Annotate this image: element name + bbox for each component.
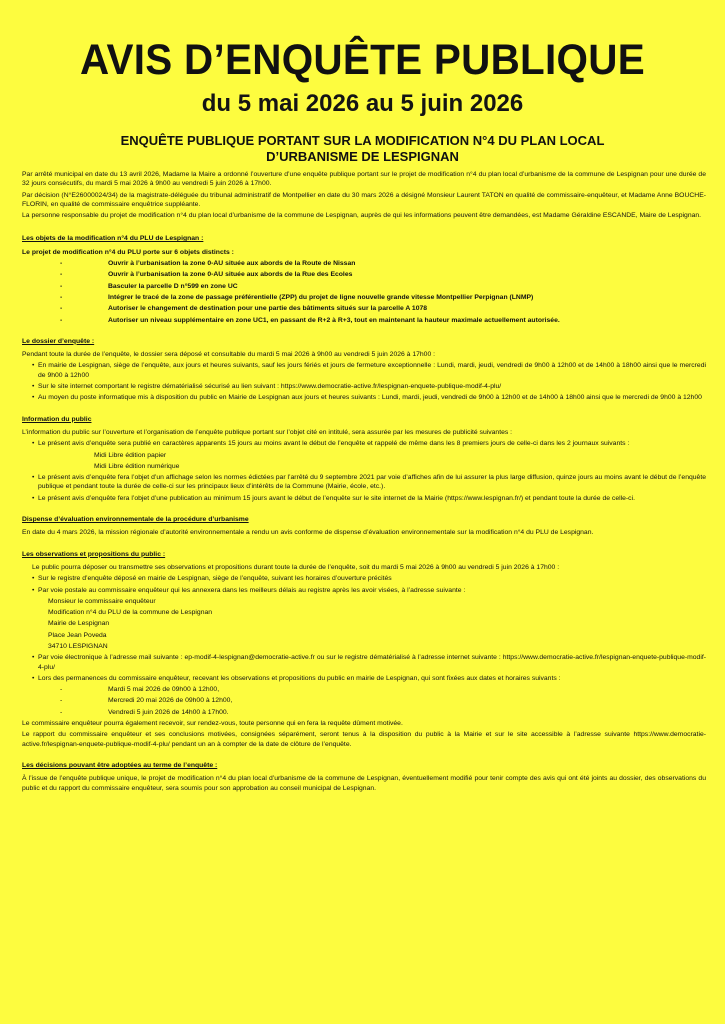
intro-paragraph: Par arrêté municipal en date du 13 avril 2026, Madame la Maire a ordonné l’ouverture d’une enquête publique portant sur le projet de modification n°4 du plan local d’urbanisme de la commune de Lespignan pour une durée de 32 jours consécutifs, du mardi 5 mai 2026 à 9h00 au vendredi 5 juin 2026 à 17h00.: [22, 171, 706, 188]
list-item: • Par voie électronique à l’adresse mail suivante : ep-modif-4-lespignan@democratie-active.fr ou sur le registre dématérialisé à l’adresse internet suivante : https://www.democratie-active.fr/lespignan-enquete-publique-modif-4-plu/: [32, 654, 706, 671]
section-heading-information: Information du public: [22, 415, 92, 423]
section-heading-dossier: Le dossier d’enquête :: [22, 337, 95, 345]
notice-title: AVIS D’ENQUÊTE PUBLIQUE: [80, 36, 645, 84]
observations-after: Le rapport du commissaire enquêteur et ses conclusions motivées, consignées séparément, seront tenus à la disposition du public à la Mairie et sur le site accessible à l’adresse suivante https://www.democratie-active.fr/lespignan-enquete-publique-modif-4-plu/ pendant un an à compter de la date de clôture de l’enquête.: [22, 731, 706, 748]
list-item: - Ouvrir à l’urbanisation la zone 0-AU située aux abords de la Route de Nissan: [60, 260, 356, 268]
subtitle-line-1: ENQUÊTE PUBLIQUE PORTANT SUR LA MODIFICATION N°4 DU PLAN LOCAL: [120, 133, 605, 148]
intro-paragraph: La personne responsable du projet de modification n°4 du plan local d’urbanisme de la commune de Lespignan, auprès de qui les informations peuvent être demandées, est Madame Géraldine ESCANDE, Maire de Lespignan.: [22, 212, 702, 220]
address-line: Modification n°4 du PLU de la commune de Lespignan: [48, 609, 213, 617]
list-item: • Par voie postale au commissaire enquêteur qui les annexera dans les meilleurs délais au registre après les avoir visées, à l’adresse suivante :: [32, 586, 466, 594]
permanence-item: - Mercredi 20 mai 2026 de 09h00 à 12h00,: [60, 697, 233, 705]
list-item: - Intégrer le tracé de la zone de passage préférentielle (ZPP) du projet de ligne nouvelle grande vitesse Montpellier Perpignan (LNMP): [60, 293, 534, 301]
observations-lead: Le public pourra déposer ou transmettre ses observations et propositions durant toute la durée de l’enquête, soit du mardi 5 mai 2026 à 9h00 au vendredi 5 juin 2026 à 17h00 :: [32, 563, 560, 571]
decisions-text: À l’issue de l’enquête publique unique, le projet de modification n°4 du plan local d’urbanisme de la commune de Lespignan, éventuellement modifié pour tenir compte des avis qui ont été joints au dossier, des observations du public et du rapport du commissaire enquêteur, sera soumis pour son approbation au conseil municipal de Lespignan.: [22, 775, 706, 792]
section-heading-decisions: Les décisions pouvant être adoptées au terme de l’enquête :: [22, 761, 218, 769]
dispense-text: En date du 4 mars 2026, la mission régionale d’autorité environnementale a rendu un avis conforme de dispense d’évaluation environnementale sur la modification n°4 du PLU de Lespignan.: [22, 529, 594, 537]
newspaper-item: Midi Libre édition numérique: [94, 462, 180, 470]
list-item: • Au moyen du poste informatique mis à disposition du public en Mairie de Lespignan aux jours et heures suivants : Lundi, mardi, jeudi, vendredi de 9h00 à 12h00 et de 14h00 à 18h00 ainsi que le mercredi de 9h00 à 12h00: [32, 394, 702, 402]
list-item: - Autoriser le changement de destination pour une partie des bâtiments situés sur la parcelle A 1078: [60, 305, 428, 313]
list-item: • Le présent avis d’enquête fera l’objet d’une publication au minimum 15 jours avant le début de l’enquête sur le site internet de la Mairie (https://www.lespignan.fr/) et pendant toute la durée de celle-ci.: [32, 494, 635, 502]
list-item: • En mairie de Lespignan, siège de l’enquête, aux jours et heures suivants, sauf les jours fériés et jours de fermeture exceptionnelle : Lundi, mardi, jeudi, vendredi de 9h00 à 12h00 et de 14h00 à 18h00 ainsi que le mercredi de 9h00 à 12h00: [32, 362, 706, 379]
intro-paragraph: Par décision (N°E26000024/34) de la magistrate-déléguée du tribunal administratif de Montpellier en date du 30 mars 2026 a désigné Monsieur Laurent TATON en qualité de commissaire-enquêteur, et Madame Anne BOUCHE-FLORIN, en qualité de commissaire enquêtrice suppléante.: [22, 191, 706, 208]
notice-body: [22, 170, 706, 795]
newspaper-item: Midi Libre édition papier: [94, 451, 167, 459]
list-item: - Autoriser un niveau supplémentaire en zone UC1, en passant de R+2 à R+3, tout en maintenant la hauteur maximale actuellement autorisée.: [60, 316, 560, 324]
list-item: • Le présent avis d’enquête fera l’objet d’un affichage selon les normes édictées par l’arrêté du 9 septembre 2021 par voie d’affiches afin de lui assurer la plus large diffusion, quinze jours au moins avant le début de l’enquête publique et pendant toute la durée de celle-ci sur les principaux lieux d’intérêts de la Commune (Mairie, école, etc.).: [32, 474, 706, 491]
address-line: Monsieur le commissaire enquêteur: [48, 597, 156, 605]
address-line: 34710 LESPIGNAN: [48, 642, 108, 650]
permanence-item: - Vendredi 5 juin 2026 de 14h00 à 17h00.: [60, 708, 229, 716]
permanence-item: - Mardi 5 mai 2026 de 09h00 à 12h00,: [60, 686, 220, 694]
information-lead: L’information du public sur l’ouverture et l’organisation de l’enquête publique portant sur l’objet cité en intitulé, sera assurée par les mesures de publicité suivantes :: [22, 428, 513, 436]
list-item: - Ouvrir à l’urbanisation la zone 0-AU située aux abords de la Rue des Ecoles: [60, 271, 353, 279]
section-heading-objets: Les objets de la modification n°4 du PLU de Lespignan :: [22, 235, 204, 243]
list-item: • Le présent avis d’enquête sera publié en caractères apparents 15 jours au moins avant le début de l’enquête et rappelé de même dans les 8 premiers jours de celle-ci dans les 2 journaux suivants :: [32, 440, 630, 448]
list-item: • Lors des permanences du commissaire enquêteur, recevant les observations et propositions du public en mairie de Lespignan, qui sont fixées aux dates et horaires suivants :: [32, 674, 561, 682]
subtitle-line-2: D’URBANISME DE LESPIGNAN: [266, 149, 459, 164]
objets-lead: Le projet de modification n°4 du PLU porte sur 6 objets distincts :: [22, 248, 234, 256]
notice-dates: du 5 mai 2026 au 5 juin 2026: [201, 90, 524, 117]
address-line: Mairie de Lespignan: [48, 620, 110, 628]
list-item: - Basculer la parcelle D n°599 en zone UC: [60, 282, 238, 290]
observations-after: Le commissaire enquêteur pourra également recevoir, sur rendez-vous, toute personne qui en fera la requête dûment motivée.: [22, 720, 403, 728]
section-heading-dispense: Dispense d’évaluation environnementale de la procédure d’urbanisme: [22, 516, 249, 524]
list-item: • Sur le registre d’enquête déposé en mairie de Lespignan, siège de l’enquête, suivant les horaires d’ouverture précités: [32, 575, 392, 583]
notice-subtitle: [30, 133, 695, 165]
list-item: • Sur le site internet comportant le registre dématérialisé sécurisé au lien suivant : https://www.democratie-active.fr/lespignan-enquete-publique-modif-4-plu/: [32, 383, 502, 391]
address-line: Place Jean Poveda: [48, 631, 107, 639]
section-heading-observations: Les observations et propositions du public :: [22, 550, 166, 558]
dossier-lead: Pendant toute la durée de l’enquête, le dossier sera déposé et consultable du mardi 5 mai 2026 à 9h00 au vendredi 5 juin 2026 à 17h00 :: [22, 351, 436, 359]
